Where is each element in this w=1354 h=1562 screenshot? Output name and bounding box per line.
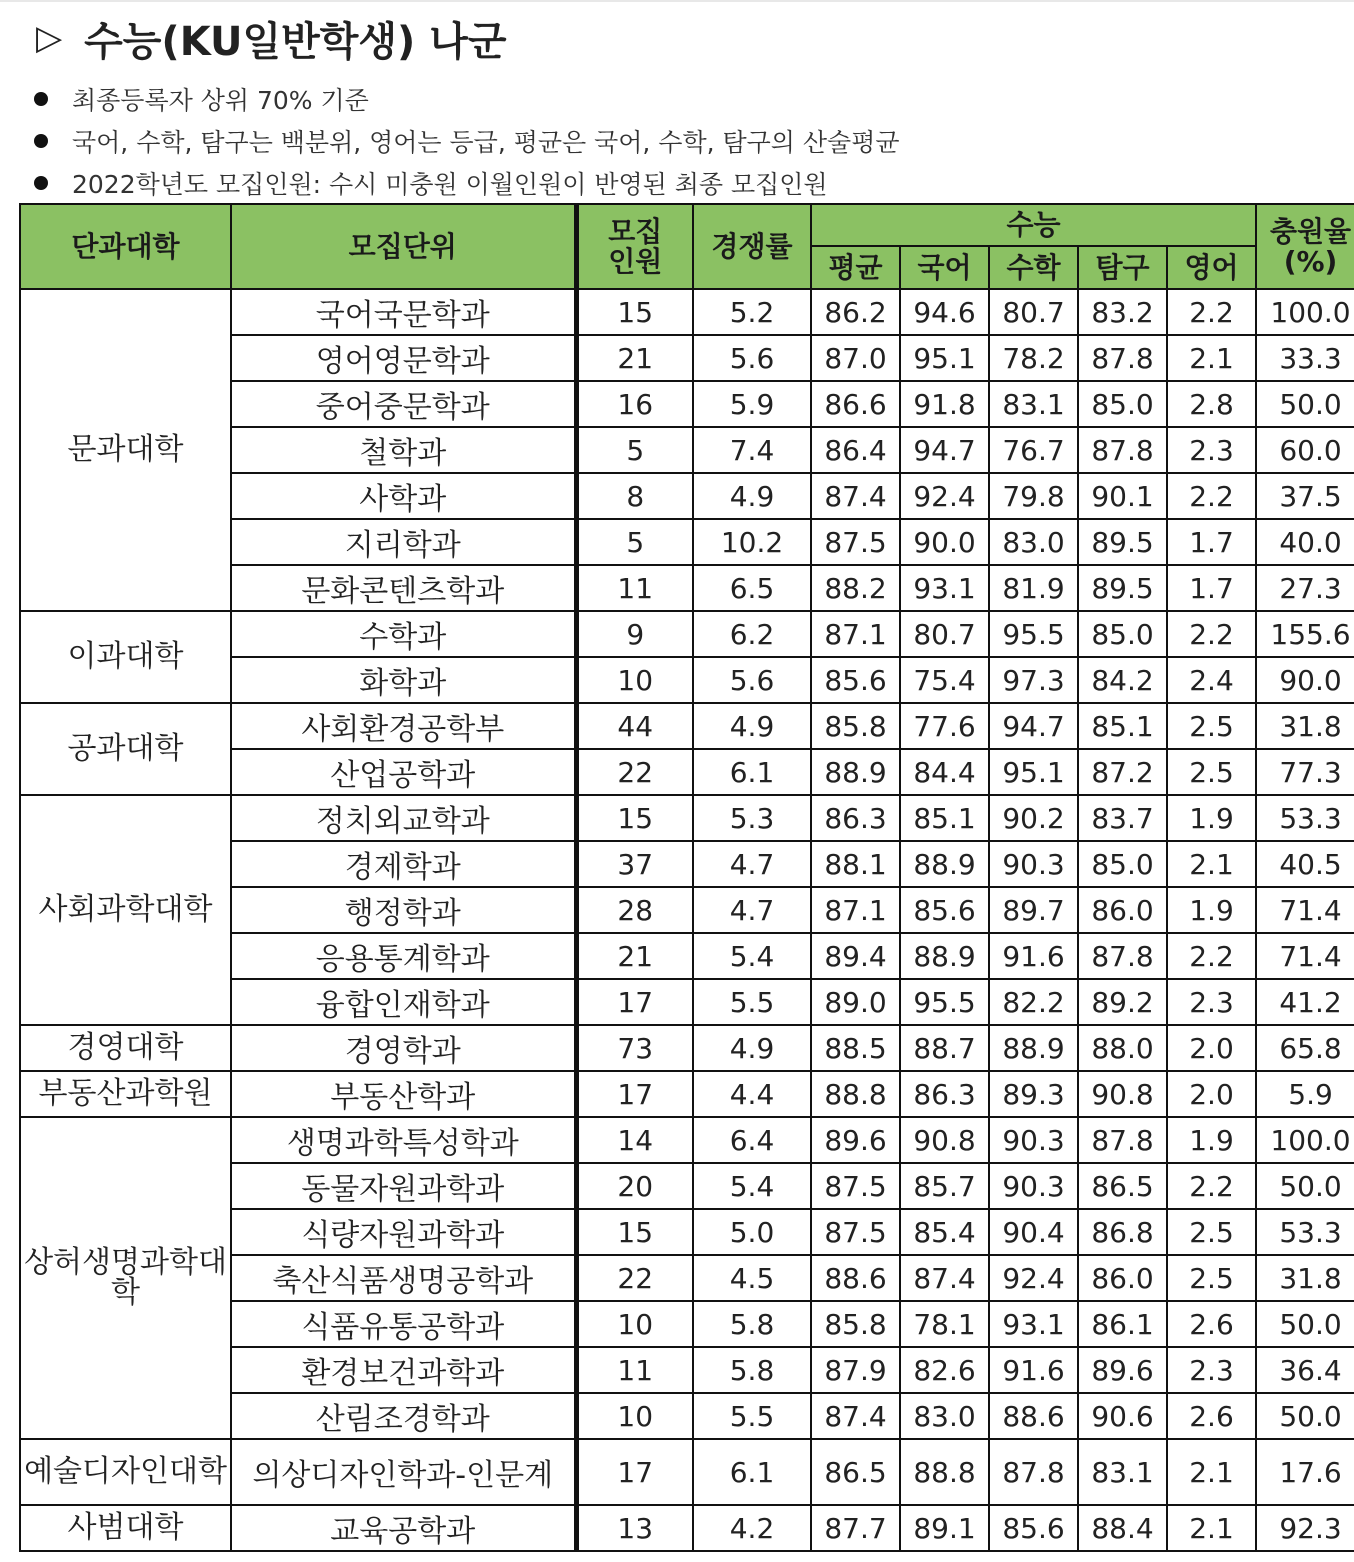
competition-cell: 10.2: [693, 519, 811, 565]
fill-rate-cell: 100.0: [1256, 289, 1354, 335]
avg-cell: 88.2: [811, 565, 900, 611]
competition-cell: 5.9: [693, 381, 811, 427]
bullet-icon: [34, 134, 48, 148]
header-fill-rate: [1256, 204, 1354, 289]
korean-cell: 91.8: [900, 381, 989, 427]
quota-cell: 20: [576, 1163, 693, 1209]
dept-cell: 축산식품생명공학과: [231, 1255, 576, 1301]
avg-cell: 87.4: [811, 473, 900, 519]
competition-cell: 5.4: [693, 1163, 811, 1209]
quota-cell: 5: [576, 427, 693, 473]
quota-cell: 17: [576, 1439, 693, 1505]
table-row: [20, 1025, 1354, 1071]
note-item: [34, 120, 900, 162]
fill-rate-cell: 40.5: [1256, 841, 1354, 887]
table-body: [20, 289, 1354, 1551]
avg-cell: 88.6: [811, 1255, 900, 1301]
english-cell: 1.7: [1167, 519, 1256, 565]
math-cell: 85.6: [989, 1505, 1078, 1551]
korean-cell: 89.1: [900, 1505, 989, 1551]
competition-cell: 5.5: [693, 1393, 811, 1439]
college-cell: 사범대학: [20, 1505, 231, 1551]
english-cell: 2.2: [1167, 1163, 1256, 1209]
avg-cell: 86.3: [811, 795, 900, 841]
inquiry-cell: 83.7: [1078, 795, 1167, 841]
math-cell: 93.1: [989, 1301, 1078, 1347]
dept-cell: 산림조경학과: [231, 1393, 576, 1439]
fill-rate-cell: 33.3: [1256, 335, 1354, 381]
competition-cell: 6.5: [693, 565, 811, 611]
table-row: [20, 289, 1354, 335]
math-cell: 83.1: [989, 381, 1078, 427]
english-cell: 2.1: [1167, 841, 1256, 887]
fill-rate-cell: 77.3: [1256, 749, 1354, 795]
quota-cell: 22: [576, 1255, 693, 1301]
competition-cell: 4.5: [693, 1255, 811, 1301]
english-cell: 2.5: [1167, 749, 1256, 795]
table-row: [20, 1439, 1354, 1505]
inquiry-cell: 88.0: [1078, 1025, 1167, 1071]
korean-cell: 94.6: [900, 289, 989, 335]
avg-cell: 85.6: [811, 657, 900, 703]
fill-rate-cell: 60.0: [1256, 427, 1354, 473]
english-cell: 1.7: [1167, 565, 1256, 611]
dept-cell: 국어국문학과: [231, 289, 576, 335]
competition-cell: 4.9: [693, 473, 811, 519]
math-cell: 97.3: [989, 657, 1078, 703]
dept-cell: 수학과: [231, 611, 576, 657]
competition-cell: 4.7: [693, 841, 811, 887]
korean-cell: 92.4: [900, 473, 989, 519]
header-inquiry: 탐구: [1078, 246, 1167, 289]
competition-cell: 4.2: [693, 1505, 811, 1551]
competition-cell: 5.3: [693, 795, 811, 841]
fill-rate-cell: 155.6: [1256, 611, 1354, 657]
math-cell: 90.3: [989, 1163, 1078, 1209]
avg-cell: 85.8: [811, 703, 900, 749]
dept-cell: 생명과학특성학과: [231, 1117, 576, 1163]
quota-cell: 73: [576, 1025, 693, 1071]
competition-cell: 5.8: [693, 1301, 811, 1347]
college-cell: 예술디자인대학: [20, 1439, 231, 1505]
header-math: 수학: [989, 246, 1078, 289]
header-dept: 모집단위: [231, 204, 576, 289]
inquiry-cell: 85.0: [1078, 381, 1167, 427]
quota-cell: 21: [576, 933, 693, 979]
college-cell: 사회과학대학: [20, 795, 231, 1025]
korean-cell: 88.7: [900, 1025, 989, 1071]
competition-cell: 5.4: [693, 933, 811, 979]
dept-cell: 융합인재학과: [231, 979, 576, 1025]
math-cell: 79.8: [989, 473, 1078, 519]
fill-rate-cell: 50.0: [1256, 1163, 1354, 1209]
inquiry-cell: 85.0: [1078, 841, 1167, 887]
english-cell: 1.9: [1167, 887, 1256, 933]
inquiry-cell: 86.0: [1078, 887, 1167, 933]
quota-cell: 44: [576, 703, 693, 749]
table-row: [20, 1071, 1354, 1117]
english-cell: 2.6: [1167, 1393, 1256, 1439]
math-cell: 87.8: [989, 1439, 1078, 1505]
competition-cell: 6.4: [693, 1117, 811, 1163]
fill-rate-cell: 53.3: [1256, 795, 1354, 841]
korean-cell: 86.3: [900, 1071, 989, 1117]
english-cell: 2.5: [1167, 1209, 1256, 1255]
inquiry-cell: 84.2: [1078, 657, 1167, 703]
fill-rate-cell: 27.3: [1256, 565, 1354, 611]
header-row-1: [20, 204, 1354, 246]
dept-cell: 경제학과: [231, 841, 576, 887]
bullet-icon: [34, 176, 48, 190]
avg-cell: 88.9: [811, 749, 900, 795]
quota-cell: 9: [576, 611, 693, 657]
korean-cell: 80.7: [900, 611, 989, 657]
math-cell: 90.3: [989, 841, 1078, 887]
note-text: 최종등록자 상위 70% 기준: [72, 86, 369, 115]
competition-cell: 6.1: [693, 1439, 811, 1505]
quota-cell: 15: [576, 795, 693, 841]
english-cell: 2.6: [1167, 1301, 1256, 1347]
avg-cell: 87.1: [811, 611, 900, 657]
korean-cell: 77.6: [900, 703, 989, 749]
quota-cell: 13: [576, 1505, 693, 1551]
english-cell: 2.1: [1167, 1439, 1256, 1505]
math-cell: 95.5: [989, 611, 1078, 657]
math-cell: 76.7: [989, 427, 1078, 473]
competition-cell: 5.0: [693, 1209, 811, 1255]
note-text: 국어, 수학, 탐구는 백분위, 영어는 등급, 평균은 국어, 수학, 탐구의 산술평균: [72, 128, 900, 157]
competition-cell: 5.8: [693, 1347, 811, 1393]
avg-cell: 87.4: [811, 1393, 900, 1439]
inquiry-cell: 89.2: [1078, 979, 1167, 1025]
table-row: [20, 703, 1354, 749]
page-title: [36, 10, 507, 66]
math-cell: 89.7: [989, 887, 1078, 933]
english-cell: 2.2: [1167, 289, 1256, 335]
quota-cell: 16: [576, 381, 693, 427]
math-cell: 89.3: [989, 1071, 1078, 1117]
header-quota-text: 모집 인원: [608, 214, 663, 278]
english-cell: 2.0: [1167, 1071, 1256, 1117]
inquiry-cell: 89.5: [1078, 519, 1167, 565]
math-cell: 95.1: [989, 749, 1078, 795]
dept-cell: 지리학과: [231, 519, 576, 565]
english-cell: 2.0: [1167, 1025, 1256, 1071]
quota-cell: 37: [576, 841, 693, 887]
avg-cell: 88.1: [811, 841, 900, 887]
header-avg: 평균: [811, 246, 900, 289]
math-cell: 90.2: [989, 795, 1078, 841]
header-fill-rate-text: 충원율 (%): [1269, 214, 1352, 278]
math-cell: 78.2: [989, 335, 1078, 381]
competition-cell: 5.6: [693, 657, 811, 703]
avg-cell: 87.5: [811, 519, 900, 565]
korean-cell: 85.6: [900, 887, 989, 933]
english-cell: 2.2: [1167, 473, 1256, 519]
korean-cell: 88.9: [900, 933, 989, 979]
results-table: [19, 203, 1354, 1552]
top-divider: [0, 0, 1354, 2]
dept-cell: 사학과: [231, 473, 576, 519]
inquiry-cell: 85.0: [1078, 611, 1167, 657]
dept-cell: 행정학과: [231, 887, 576, 933]
math-cell: 90.4: [989, 1209, 1078, 1255]
inquiry-cell: 87.2: [1078, 749, 1167, 795]
fill-rate-cell: 100.0: [1256, 1117, 1354, 1163]
dept-cell: 동물자원과학과: [231, 1163, 576, 1209]
dept-cell: 문화콘텐츠학과: [231, 565, 576, 611]
english-cell: 1.9: [1167, 795, 1256, 841]
quota-cell: 5: [576, 519, 693, 565]
avg-cell: 86.4: [811, 427, 900, 473]
avg-cell: 87.7: [811, 1505, 900, 1551]
dept-cell: 중어중문학과: [231, 381, 576, 427]
dept-cell: 영어영문학과: [231, 335, 576, 381]
fill-rate-cell: 37.5: [1256, 473, 1354, 519]
math-cell: 94.7: [989, 703, 1078, 749]
avg-cell: 87.1: [811, 887, 900, 933]
inquiry-cell: 90.8: [1078, 1071, 1167, 1117]
fill-rate-cell: 41.2: [1256, 979, 1354, 1025]
avg-cell: 89.6: [811, 1117, 900, 1163]
avg-cell: 87.5: [811, 1209, 900, 1255]
math-cell: 83.0: [989, 519, 1078, 565]
quota-cell: 21: [576, 335, 693, 381]
korean-cell: 88.8: [900, 1439, 989, 1505]
dept-cell: 철학과: [231, 427, 576, 473]
math-cell: 92.4: [989, 1255, 1078, 1301]
english-cell: 2.1: [1167, 1505, 1256, 1551]
korean-cell: 87.4: [900, 1255, 989, 1301]
english-cell: 2.3: [1167, 979, 1256, 1025]
inquiry-cell: 86.8: [1078, 1209, 1167, 1255]
quota-cell: 28: [576, 887, 693, 933]
fill-rate-cell: 36.4: [1256, 1347, 1354, 1393]
quota-cell: 8: [576, 473, 693, 519]
note-item: [34, 78, 900, 120]
college-cell: 상허생명과학대학: [20, 1117, 231, 1439]
dept-cell: 사회환경공학부: [231, 703, 576, 749]
dept-cell: 부동산학과: [231, 1071, 576, 1117]
dept-cell: 식량자원과학과: [231, 1209, 576, 1255]
math-cell: 88.6: [989, 1393, 1078, 1439]
quota-cell: 15: [576, 289, 693, 335]
fill-rate-cell: 71.4: [1256, 933, 1354, 979]
inquiry-cell: 86.1: [1078, 1301, 1167, 1347]
dept-cell: 정치외교학과: [231, 795, 576, 841]
avg-cell: 88.5: [811, 1025, 900, 1071]
korean-cell: 85.7: [900, 1163, 989, 1209]
fill-rate-cell: 17.6: [1256, 1439, 1354, 1505]
english-cell: 2.4: [1167, 657, 1256, 703]
dept-cell: 화학과: [231, 657, 576, 703]
fill-rate-cell: 65.8: [1256, 1025, 1354, 1071]
fill-rate-cell: 50.0: [1256, 381, 1354, 427]
quota-cell: 17: [576, 1071, 693, 1117]
competition-cell: 5.6: [693, 335, 811, 381]
fill-rate-cell: 31.8: [1256, 1255, 1354, 1301]
header-quota: [576, 204, 693, 289]
math-cell: 91.6: [989, 933, 1078, 979]
fill-rate-cell: 53.3: [1256, 1209, 1354, 1255]
inquiry-cell: 83.2: [1078, 289, 1167, 335]
college-cell: 공과대학: [20, 703, 231, 795]
english-cell: 2.5: [1167, 1255, 1256, 1301]
competition-cell: 4.7: [693, 887, 811, 933]
dept-cell: 응용통계학과: [231, 933, 576, 979]
fill-rate-cell: 50.0: [1256, 1393, 1354, 1439]
table-row: [20, 1505, 1354, 1551]
inquiry-cell: 89.6: [1078, 1347, 1167, 1393]
english-cell: 2.3: [1167, 1347, 1256, 1393]
quota-cell: 14: [576, 1117, 693, 1163]
math-cell: 82.2: [989, 979, 1078, 1025]
korean-cell: 95.5: [900, 979, 989, 1025]
quota-cell: 11: [576, 1347, 693, 1393]
math-cell: 80.7: [989, 289, 1078, 335]
math-cell: 90.3: [989, 1117, 1078, 1163]
table-row: [20, 611, 1354, 657]
avg-cell: 87.0: [811, 335, 900, 381]
math-cell: 88.9: [989, 1025, 1078, 1071]
bullet-icon: [34, 92, 48, 106]
inquiry-cell: 86.5: [1078, 1163, 1167, 1209]
korean-cell: 85.4: [900, 1209, 989, 1255]
quota-cell: 11: [576, 565, 693, 611]
avg-cell: 85.8: [811, 1301, 900, 1347]
header-suneung: 수능: [811, 204, 1256, 246]
korean-cell: 84.4: [900, 749, 989, 795]
inquiry-cell: 90.6: [1078, 1393, 1167, 1439]
dept-cell: 산업공학과: [231, 749, 576, 795]
korean-cell: 75.4: [900, 657, 989, 703]
avg-cell: 86.2: [811, 289, 900, 335]
avg-cell: 87.9: [811, 1347, 900, 1393]
fill-rate-cell: 71.4: [1256, 887, 1354, 933]
fill-rate-cell: 40.0: [1256, 519, 1354, 565]
korean-cell: 93.1: [900, 565, 989, 611]
inquiry-cell: 87.8: [1078, 427, 1167, 473]
korean-cell: 88.9: [900, 841, 989, 887]
english-cell: 2.5: [1167, 703, 1256, 749]
korean-cell: 90.8: [900, 1117, 989, 1163]
inquiry-cell: 87.8: [1078, 335, 1167, 381]
inquiry-cell: 83.1: [1078, 1439, 1167, 1505]
college-cell: 이과대학: [20, 611, 231, 703]
english-cell: 1.9: [1167, 1117, 1256, 1163]
avg-cell: 88.8: [811, 1071, 900, 1117]
dept-cell: 의상디자인학과-인문계: [231, 1439, 576, 1505]
avg-cell: 89.4: [811, 933, 900, 979]
quota-cell: 10: [576, 1301, 693, 1347]
note-item: [34, 162, 900, 204]
dept-cell: 환경보건과학과: [231, 1347, 576, 1393]
competition-cell: 6.2: [693, 611, 811, 657]
korean-cell: 83.0: [900, 1393, 989, 1439]
quota-cell: 15: [576, 1209, 693, 1255]
english-cell: 2.2: [1167, 933, 1256, 979]
competition-cell: 4.9: [693, 703, 811, 749]
competition-cell: 7.4: [693, 427, 811, 473]
competition-cell: 5.2: [693, 289, 811, 335]
quota-cell: 10: [576, 1393, 693, 1439]
english-cell: 2.2: [1167, 611, 1256, 657]
korean-cell: 82.6: [900, 1347, 989, 1393]
table-row: [20, 795, 1354, 841]
fill-rate-cell: 90.0: [1256, 657, 1354, 703]
competition-cell: 4.4: [693, 1071, 811, 1117]
competition-cell: 5.5: [693, 979, 811, 1025]
inquiry-cell: 85.1: [1078, 703, 1167, 749]
header-english: 영어: [1167, 246, 1256, 289]
note-text: 2022학년도 모집인원: 수시 미충원 이월인원이 반영된 최종 모집인원: [72, 170, 828, 199]
dept-cell: 교육공학과: [231, 1505, 576, 1551]
competition-cell: 6.1: [693, 749, 811, 795]
header-competition: 경쟁률: [693, 204, 811, 289]
table-row: [20, 1117, 1354, 1163]
inquiry-cell: 86.0: [1078, 1255, 1167, 1301]
english-cell: 2.3: [1167, 427, 1256, 473]
quota-cell: 10: [576, 657, 693, 703]
college-cell: 부동산과학원: [20, 1071, 231, 1117]
avg-cell: 87.5: [811, 1163, 900, 1209]
competition-cell: 4.9: [693, 1025, 811, 1071]
header-college: 단과대학: [20, 204, 231, 289]
avg-cell: 86.6: [811, 381, 900, 427]
inquiry-cell: 87.8: [1078, 933, 1167, 979]
college-cell: 경영대학: [20, 1025, 231, 1071]
korean-cell: 95.1: [900, 335, 989, 381]
fill-rate-cell: 92.3: [1256, 1505, 1354, 1551]
fill-rate-cell: 5.9: [1256, 1071, 1354, 1117]
quota-cell: 22: [576, 749, 693, 795]
avg-cell: 89.0: [811, 979, 900, 1025]
inquiry-cell: 89.5: [1078, 565, 1167, 611]
korean-cell: 94.7: [900, 427, 989, 473]
quota-cell: 17: [576, 979, 693, 1025]
notes-list: [34, 78, 900, 204]
dept-cell: 경영학과: [231, 1025, 576, 1071]
english-cell: 2.8: [1167, 381, 1256, 427]
fill-rate-cell: 31.8: [1256, 703, 1354, 749]
page-title-text: 수능(KU일반학생) 나군: [84, 18, 507, 65]
korean-cell: 78.1: [900, 1301, 989, 1347]
results-table-container: [19, 203, 1354, 1562]
inquiry-cell: 90.1: [1078, 473, 1167, 519]
triangle-marker-icon: ▷: [36, 18, 63, 58]
header-korean: 국어: [900, 246, 989, 289]
inquiry-cell: 88.4: [1078, 1505, 1167, 1551]
dept-cell: 식품유통공학과: [231, 1301, 576, 1347]
korean-cell: 85.1: [900, 795, 989, 841]
avg-cell: 86.5: [811, 1439, 900, 1505]
korean-cell: 90.0: [900, 519, 989, 565]
fill-rate-cell: 50.0: [1256, 1301, 1354, 1347]
english-cell: 2.1: [1167, 335, 1256, 381]
inquiry-cell: 87.8: [1078, 1117, 1167, 1163]
math-cell: 81.9: [989, 565, 1078, 611]
math-cell: 91.6: [989, 1347, 1078, 1393]
college-cell: 문과대학: [20, 289, 231, 611]
